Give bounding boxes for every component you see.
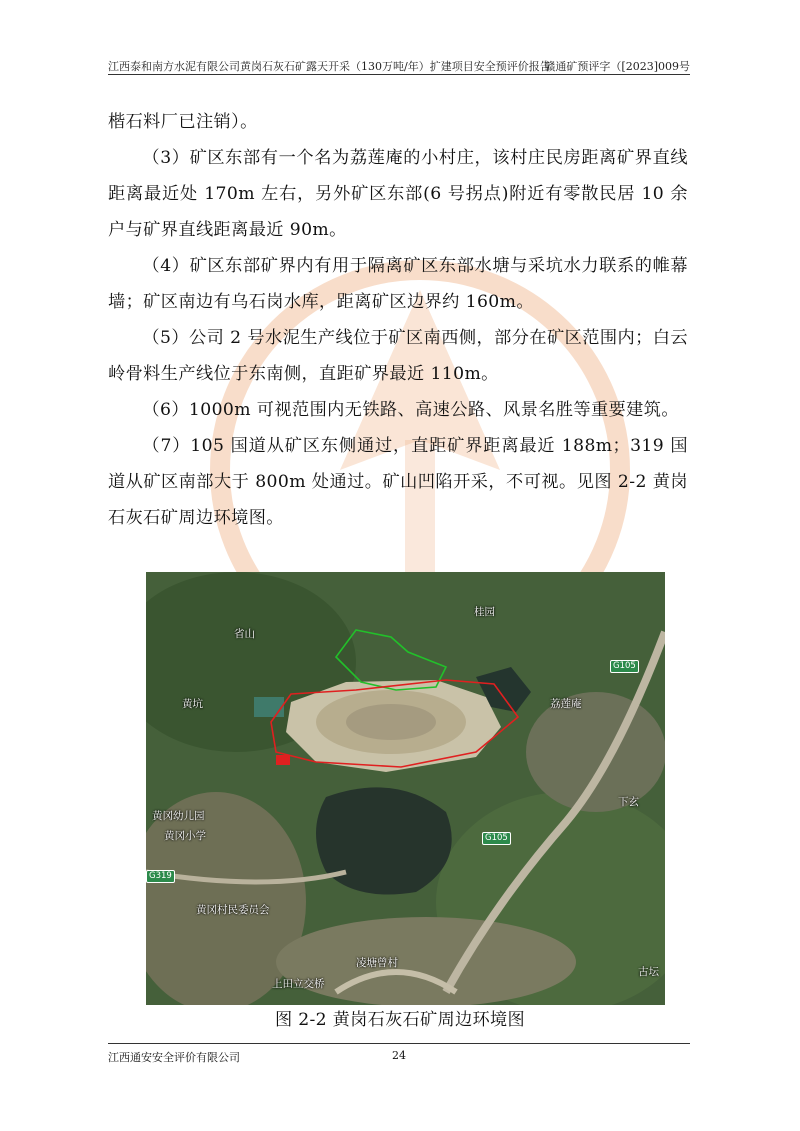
map-label-lilianan: 荔莲庵 — [550, 698, 582, 710]
map-label-shengshan: 省山 — [234, 628, 255, 640]
body-text — [108, 104, 688, 536]
header-report-title: 江西泰和南方水泥有限公司黄岗石灰石矿露天开采（130万吨/年）扩建项目安全预评价报告 — [108, 60, 551, 73]
footer-company: 江西通安安全评价有限公司 — [108, 1051, 240, 1064]
map-label-huangkeng: 黄坑 — [182, 698, 203, 710]
map-label-gutan: 古坛 — [638, 966, 659, 978]
map-label-lingtangceng: 凌塘曾村 — [356, 957, 398, 969]
paragraph-item-6: （6）1000m 可视范围内无铁路、高速公路、风景名胜等重要建筑。 — [142, 400, 679, 420]
paragraph-item-5: （5）公司 2 号水泥生产线位于矿区南西侧，部分在矿区范围内；白云岭骨料生产线位于东南侧，直距矿界最近 110m。 — [108, 328, 688, 384]
road-badge-g105-top: G105 — [610, 660, 639, 673]
surrounding-environment-map — [146, 572, 665, 1005]
map-label-committee: 黄冈村民委员会 — [196, 904, 270, 916]
satellite-image — [146, 572, 665, 1005]
header-report-number: 赣通矿预评字（[2023]009号 — [544, 60, 690, 73]
map-label-guiyuan: 桂园 — [474, 606, 495, 618]
map-label-school: 黄冈小学 — [164, 830, 206, 842]
figure-caption: 图 2-2 黄岗石灰石矿周边环境图 — [275, 1010, 525, 1030]
map-label-kindergarten: 黄冈幼儿园 — [152, 810, 205, 822]
footer-divider — [108, 1043, 690, 1044]
header-divider — [108, 74, 690, 75]
paragraph-item-7: （7）105 国道从矿区东侧通过，直距矿界距离最近 188m；319 国道从矿区南部大于 800m 处通过。矿山凹陷开采，不可视。见图 2-2 黄岗石灰石矿周边环境图。 — [108, 436, 688, 528]
map-label-xiaxuan: 下玄 — [618, 796, 639, 808]
page-number: 24 — [392, 1049, 406, 1062]
paragraph-item-4: （4）矿区东部矿界内有用于隔离矿区东部水塘与采坑水力联系的帷幕墙；矿区南边有乌石岗水库，距离矿区边界约 160m。 — [108, 256, 688, 312]
map-label-shangtian: 上田立交桥 — [272, 978, 325, 990]
road-badge-g105-mid: G105 — [482, 832, 511, 845]
page-header — [108, 58, 690, 72]
paragraph-continuation: 楷石料厂已注销）。 — [108, 112, 258, 132]
paragraph-item-3: （3）矿区东部有一个名为荔莲庵的小村庄，该村庄民房距离矿界直线距离最近处 170m 左右，另外矿区东部(6 号拐点)附近有零散民居 10 余户与矿界直线距离最近 90m。 — [108, 148, 688, 240]
road-badge-g319: G319 — [146, 870, 175, 883]
